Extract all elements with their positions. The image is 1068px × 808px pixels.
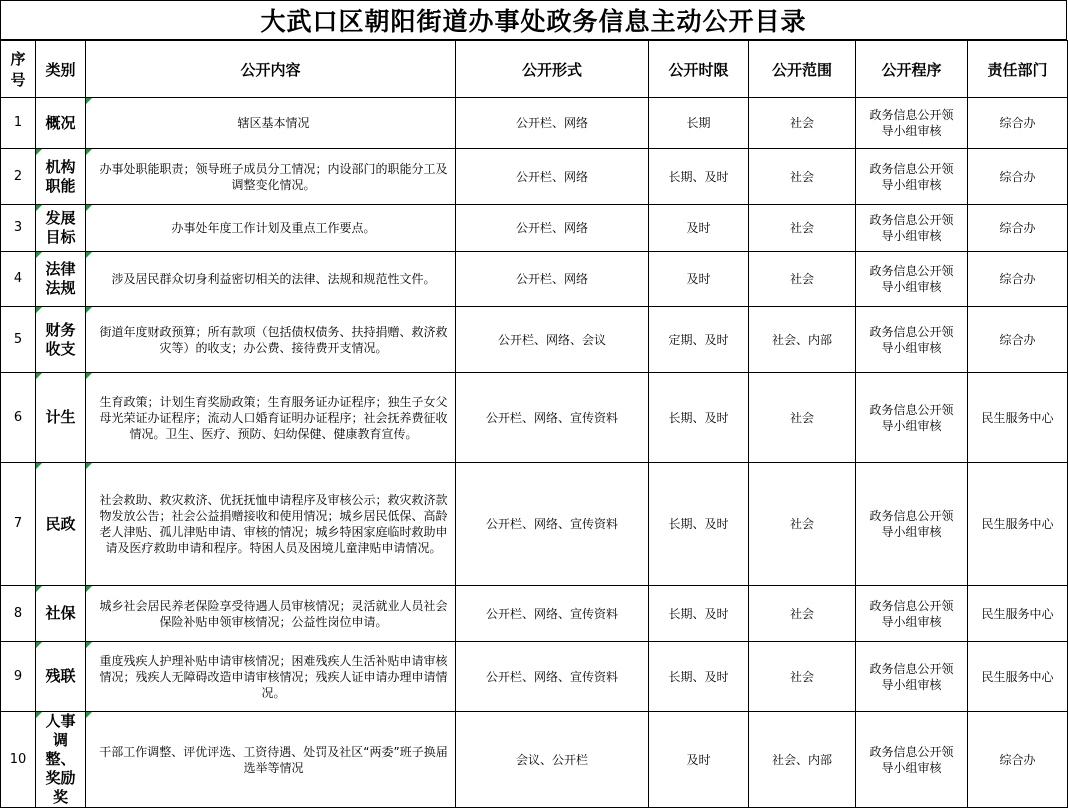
department-cell-text: 综合办 [999,332,1036,347]
cell-comment-marker [86,712,92,718]
category-cell[interactable] [36,252,86,307]
header-cell-form[interactable]: 公开形式 [456,41,649,98]
procedure-cell-text: 政务信息公开领导小组审核 [869,324,954,355]
category-cell-text: 人事调整、奖励 奖 [45,712,76,806]
row-number-cell-text: 9 [13,668,23,684]
scope-cell[interactable] [749,373,856,463]
header-cell-content[interactable]: 公开内容 [86,41,456,98]
time-limit-cell-text: 定期、及时 [668,332,729,347]
table-row [1,307,1068,373]
table-row [1,98,1068,149]
category-cell-text: 计生 [45,408,76,426]
time-limit-cell-text: 及时 [686,272,711,286]
category-cell-text: 财务收支 [45,320,76,358]
form-cell-text: 公开栏、网络、宣传资料 [485,669,618,684]
department-cell-text: 综合办 [999,169,1036,184]
content-cell-text: 街道年度财政预算；所有款项（包括债权债务、扶持捐赠、救济救灾等）的收支；办公费、接待费开支情况。 [99,324,448,355]
header-cell-scope[interactable]: 公开范围 [749,41,856,98]
scope-cell[interactable] [749,98,856,149]
table-row [1,252,1068,307]
category-cell[interactable] [36,149,86,205]
scope-cell-text: 社会 [789,169,814,184]
content-cell[interactable] [86,149,456,205]
category-cell[interactable] [36,712,86,808]
category-cell[interactable] [36,307,86,373]
procedure-cell-text: 政务信息公开领导小组审核 [869,661,954,692]
procedure-cell[interactable] [856,149,968,205]
cell-comment-marker [36,149,42,155]
department-cell[interactable] [968,463,1068,586]
category-cell[interactable] [36,642,86,712]
header-cell-procedure[interactable]: 公开程序 [856,41,968,98]
scope-cell-text: 社会 [789,606,814,621]
row-number-cell[interactable] [1,252,36,307]
scope-cell[interactable] [749,586,856,642]
time-limit-cell[interactable] [649,149,749,205]
content-cell[interactable] [86,307,456,373]
cell-comment-marker [86,98,92,104]
procedure-cell[interactable] [856,642,968,712]
row-number-cell-text: 6 [13,409,23,425]
category-cell-text: 社保 [45,604,76,622]
cell-comment-marker [86,463,92,469]
department-cell-text: 综合办 [999,752,1036,767]
content-cell-text: 社会救助、救灾救济、优抚抚恤申请程序及审核公示；救灾救济款物发放公告；社会公益捐赠接收和使用情况；城乡居民低保、高龄老人津贴、孤儿津贴申请、审核的情况；城乡特困家庭临时救助申请及医疗救助申请和程序。特困人员及困境儿童津贴申请情况。 [99,493,448,555]
form-cell-text: 公开栏、网络、宣传资料 [485,517,618,531]
department-cell[interactable] [968,252,1068,307]
scope-cell-text: 社会、内部 [771,752,832,767]
scope-cell-text: 社会 [789,272,814,286]
cell-comment-marker [86,642,92,648]
category-cell[interactable] [36,205,86,252]
form-cell[interactable] [456,712,649,808]
procedure-cell-text: 政务信息公开领导小组审核 [869,509,954,539]
row-number-cell-text: 1 [13,115,23,130]
header-row [1,41,1068,98]
content-cell[interactable] [86,252,456,307]
row-number-cell-text: 7 [13,516,23,531]
department-cell-text: 综合办 [999,221,1036,235]
content-cell-text: 办事处职能职责；领导班子成员分工情况；内设部门的职能分工及调整变化情况。 [99,161,448,192]
content-cell[interactable] [86,373,456,463]
category-cell-text: 法律法规 [45,260,76,297]
cell-comment-marker [36,307,42,313]
category-cell-text: 残联 [45,667,76,685]
scope-cell[interactable] [749,149,856,205]
row-number-cell[interactable] [1,463,36,586]
table-row [1,712,1068,808]
form-cell[interactable] [456,149,649,205]
form-cell[interactable] [456,463,649,586]
procedure-cell-text: 政务信息公开领导小组审核 [869,161,954,192]
procedure-cell-text: 政务信息公开领导小组审核 [869,402,954,433]
row-number-cell-text: 4 [13,271,23,286]
form-cell[interactable] [456,373,649,463]
time-limit-cell-text: 长期、及时 [668,517,729,531]
table-row [1,463,1068,586]
procedure-cell[interactable] [856,307,968,373]
cell-comment-marker [86,307,92,313]
cell-comment-marker [36,712,42,718]
time-limit-cell[interactable] [649,463,749,586]
time-limit-cell[interactable] [649,98,749,149]
department-cell[interactable] [968,642,1068,712]
form-cell[interactable] [456,586,649,642]
header-cell-category[interactable]: 类别 [36,41,86,98]
form-cell-text: 公开栏、网络、宣传资料 [485,410,618,425]
time-limit-cell-text: 长期、及时 [668,410,729,425]
scope-cell-text: 社会 [789,410,814,425]
form-cell[interactable] [456,307,649,373]
row-number-cell-text: 5 [13,331,23,347]
scope-cell[interactable] [749,463,856,586]
department-cell-text: 民生服务中心 [981,669,1054,684]
time-limit-cell-text: 长期、及时 [668,669,729,684]
content-cell[interactable] [86,205,456,252]
procedure-cell[interactable] [856,712,968,808]
cell-comment-marker [86,373,92,379]
scope-cell-text: 社会、内部 [771,332,832,347]
procedure-cell-text: 政务信息公开领导小组审核 [869,598,954,629]
category-cell[interactable] [36,586,86,642]
content-cell-text: 生育政策；计划生育奖励政策；生育服务证办证程序；独生子女父母光荣证办证程序；流动人口婚育证明办证程序；社会抚养费征收情况。卫生、医疗、预防、妇幼保健、健康教育宣传。 [99,394,448,441]
department-cell[interactable] [968,307,1068,373]
scope-cell[interactable] [749,307,856,373]
department-cell[interactable] [968,98,1068,149]
cell-comment-marker [86,149,92,155]
cell-comment-marker [86,205,92,211]
scope-cell-text: 社会 [789,669,814,684]
row-number-cell-text: 2 [13,168,23,184]
scope-cell[interactable] [749,712,856,808]
content-cell[interactable] [86,642,456,712]
procedure-cell[interactable] [856,252,968,307]
row-number-cell[interactable] [1,307,36,373]
time-limit-cell[interactable] [649,373,749,463]
row-number-cell-text: 3 [13,220,23,235]
procedure-cell-text: 政务信息公开领导小组审核 [869,744,954,775]
form-cell-text: 公开栏、网络 [515,169,588,184]
form-cell-text: 公开栏、网络、宣传资料 [485,606,618,621]
content-cell-text: 城乡社会居民养老保险享受待遇人员审核情况；灵活就业人员社会保险补贴申领审核情况；公益性岗位申请。 [99,598,448,629]
scope-cell[interactable] [749,205,856,252]
row-number-cell-text: 8 [13,605,23,621]
cell-comment-marker [36,463,42,469]
cell-comment-marker [36,252,42,258]
cell-comment-marker [36,205,42,211]
procedure-cell[interactable] [856,98,968,149]
cell-comment-marker [86,586,92,592]
scope-cell-text: 社会 [789,517,814,531]
header-cell-dept[interactable]: 责任部门 [968,41,1068,98]
table-row [1,373,1068,463]
scope-cell[interactable] [749,252,856,307]
time-limit-cell-text: 及时 [686,752,711,767]
row-number-cell-text: 10 [9,751,27,767]
row-number-cell[interactable] [1,586,36,642]
time-limit-cell-text: 长期、及时 [668,606,729,621]
category-cell-text: 概况 [45,113,76,132]
time-limit-cell-text: 长期、及时 [668,169,729,184]
row-number-cell[interactable] [1,373,36,463]
page-title: 大武口区朝阳街道办事处政务信息主动公开目录 [0,0,1067,40]
department-cell-text: 综合办 [999,116,1036,130]
content-cell-text: 办事处年度工作计划及重点工作要点。 [171,221,376,235]
procedure-cell[interactable] [856,586,968,642]
cell-comment-marker [36,373,42,379]
department-cell[interactable] [968,373,1068,463]
procedure-cell-text: 政务信息公开领导小组审核 [869,108,954,138]
content-cell-text: 干部工作调整、评优评选、工资待遇、处罚及社区“两委”班子换届选举等情况 [99,744,448,775]
cell-comment-marker [36,586,42,592]
scope-cell-text: 社会 [789,116,814,130]
time-limit-cell[interactable] [649,205,749,252]
department-cell[interactable] [968,149,1068,205]
procedure-cell-text: 政务信息公开领导小组审核 [869,213,954,243]
category-cell-text: 民政 [45,514,76,533]
content-cell[interactable] [86,98,456,149]
department-cell-text: 民生服务中心 [981,517,1054,531]
row-number-cell[interactable] [1,642,36,712]
table-row [1,586,1068,642]
form-cell-text: 公开栏、网络 [515,221,588,235]
header-cell-time[interactable]: 公开时限 [649,41,749,98]
time-limit-cell[interactable] [649,307,749,373]
row-number-cell[interactable] [1,205,36,252]
table-row [1,149,1068,205]
department-cell[interactable] [968,712,1068,808]
procedure-cell[interactable] [856,463,968,586]
time-limit-cell[interactable] [649,712,749,808]
category-cell[interactable] [36,373,86,463]
procedure-cell[interactable] [856,373,968,463]
content-cell-text: 重度残疾人护理补贴申请审核情况；困难残疾人生活补贴申请审核情况；残疾人无障碍改造申请审核情况；残疾人证申请办理申请情况。 [99,653,448,700]
row-number-cell[interactable] [1,98,36,149]
row-number-cell[interactable] [1,149,36,205]
table-row [1,205,1068,252]
cell-comment-marker [86,252,92,258]
form-cell-text: 会议、公开栏 [515,752,588,767]
header-cell-no[interactable]: 序号 [1,41,36,98]
form-cell[interactable] [456,252,649,307]
content-cell[interactable] [86,712,456,808]
department-cell-text: 综合办 [999,272,1036,286]
form-cell[interactable] [456,98,649,149]
department-cell-text: 民生服务中心 [981,410,1054,425]
procedure-cell-text: 政务信息公开领导小组审核 [869,264,954,294]
department-cell-text: 民生服务中心 [981,606,1054,621]
content-cell[interactable] [86,586,456,642]
time-limit-cell[interactable] [649,642,749,712]
time-limit-cell[interactable] [649,252,749,307]
procedure-cell[interactable] [856,205,968,252]
time-limit-cell-text: 及时 [686,221,711,235]
category-cell[interactable] [36,463,86,586]
cell-comment-marker [36,642,42,648]
content-cell-text: 辖区基本情况 [237,116,310,130]
form-cell-text: 公开栏、网络 [515,272,588,286]
department-cell[interactable] [968,586,1068,642]
form-cell-text: 公开栏、网络、会议 [497,332,606,347]
catalog-table [0,40,1068,808]
time-limit-cell[interactable] [649,586,749,642]
time-limit-cell-text: 长期 [686,116,711,130]
form-cell[interactable] [456,642,649,712]
row-number-cell[interactable] [1,712,36,808]
form-cell-text: 公开栏、网络 [515,116,588,130]
scope-cell-text: 社会 [789,221,814,235]
scope-cell[interactable] [749,642,856,712]
department-cell[interactable] [968,205,1068,252]
form-cell[interactable] [456,205,649,252]
category-cell-text: 发展目标 [45,209,76,246]
table-row [1,642,1068,712]
category-cell[interactable] [36,98,86,149]
content-cell-text: 涉及居民群众切身利益密切相关的法律、法规和规范性文件。 [111,272,436,286]
content-cell[interactable] [86,463,456,586]
category-cell-text: 机构职能 [45,157,76,195]
